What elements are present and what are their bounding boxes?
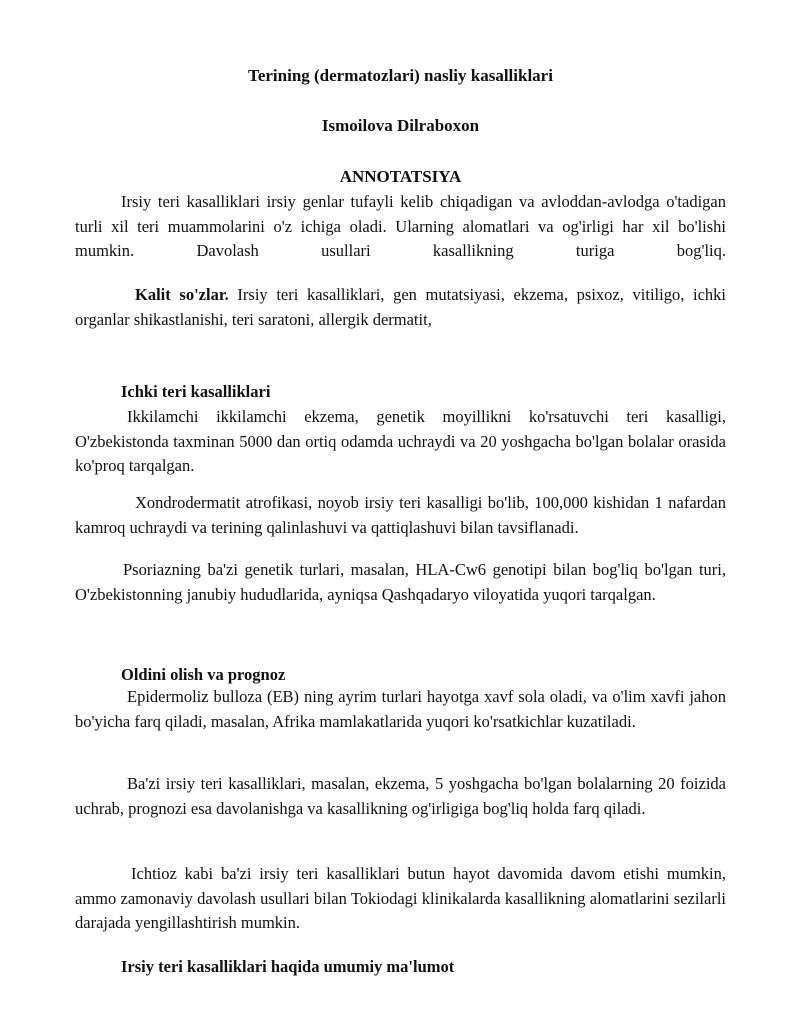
section1-paragraph-2-text: Xondrodermatit atrofikasi, noyob irsiy teri kasalligi bo'lib, 100,000 kishidan 1 nafardan kamroq uchraydi va terining qalinlashuvi va qattiqlashuvi bilan tavsiflanadi. xyxy=(75,493,726,537)
keywords-label: Kalit so'zlar. xyxy=(135,285,229,304)
annotation-paragraph xyxy=(75,190,726,264)
section-heading-internal-skin-diseases: Ichki teri kasalliklari xyxy=(121,382,271,401)
document-title: Terining (dermatozlari) nasliy kasalliklari xyxy=(248,66,553,85)
section1-paragraph-1 xyxy=(75,405,726,479)
author-name: Ismoilova Dilraboxon xyxy=(321,116,480,135)
section2-paragraph-2-text: Ba'zi irsiy teri kasalliklari, masalan, ekzema, 5 yoshgacha bo'lgan bolalarning 20 foizida uchrab, prognozi esa davolanishga va kasallikning og'irligiga bog'liq holda farq qiladi. xyxy=(75,774,726,818)
section1-paragraph-1-text: Ikkilamchi ikkilamchi ekzema, genetik moyillikni ko'rsatuvchi teri kasalligi, O'zbekistonda taxminan 5000 dan ortiq odamda uchraydi va 20 yoshgacha bo'lgan bolalar orasida ko'proq tarqalgan. xyxy=(75,407,726,475)
keywords-paragraph xyxy=(75,283,726,332)
section2-paragraph-3 xyxy=(75,862,726,936)
section2-paragraph-1 xyxy=(75,685,726,734)
annotation-text: Irsiy teri kasalliklari irsiy genlar tufayli kelib chiqadigan va avloddan-avlodga o'tadigan turli xil teri muammolarini o'z ichiga oladi. Ularning alomatlari va og'irligi har xil bo'lishi mumkin. Davolash usullari kasallikning turiga bog'liq. xyxy=(75,192,726,260)
section1-paragraph-2 xyxy=(75,491,726,540)
section-heading-prevention-prognosis: Oldini olish va prognoz xyxy=(121,665,286,684)
section2-paragraph-3-text: Ichtioz kabi ba'zi irsiy teri kasalliklari butun hayot davomida davom etishi mumkin, ammo zamonaviy davolash usullari bilan Tokiodagi klinikalarda kasallikning alomatlarini sezilarli darajada yengillashtirish mumkin. xyxy=(75,864,726,932)
section1-paragraph-3-text: Psoriazning ba'zi genetik turlari, masalan, HLA-Cw6 genotipi bilan bog'liq bo'lgan turi, O'zbekistonning janubiy hududlarida, ayniqsa Qashqadaryo viloyatida yuqori tarqalgan. xyxy=(75,560,726,604)
keywords-text: Irsiy teri kasalliklari, gen mutatsiyasi, ekzema, psixoz, vitiligo, ichki organlar shikastlanishi, teri saratoni, allergik dermatit, xyxy=(75,285,726,329)
section2-paragraph-1-text: Epidermoliz bulloza (EB) ning ayrim turlari hayotga xavf sola oladi, va o'lim xavfi jahon bo'yicha farq qiladi, masalan, Afrika mamlakatlarida yuqori ko'rsatkichlar kuzatiladi. xyxy=(75,687,726,731)
annotation-heading: ANNOTATSIYA xyxy=(339,167,462,186)
section-heading-general-info: Irsiy teri kasalliklari haqida umumiy ma'lumot xyxy=(121,957,455,976)
section2-paragraph-2 xyxy=(75,772,726,821)
section1-paragraph-3 xyxy=(75,558,726,607)
